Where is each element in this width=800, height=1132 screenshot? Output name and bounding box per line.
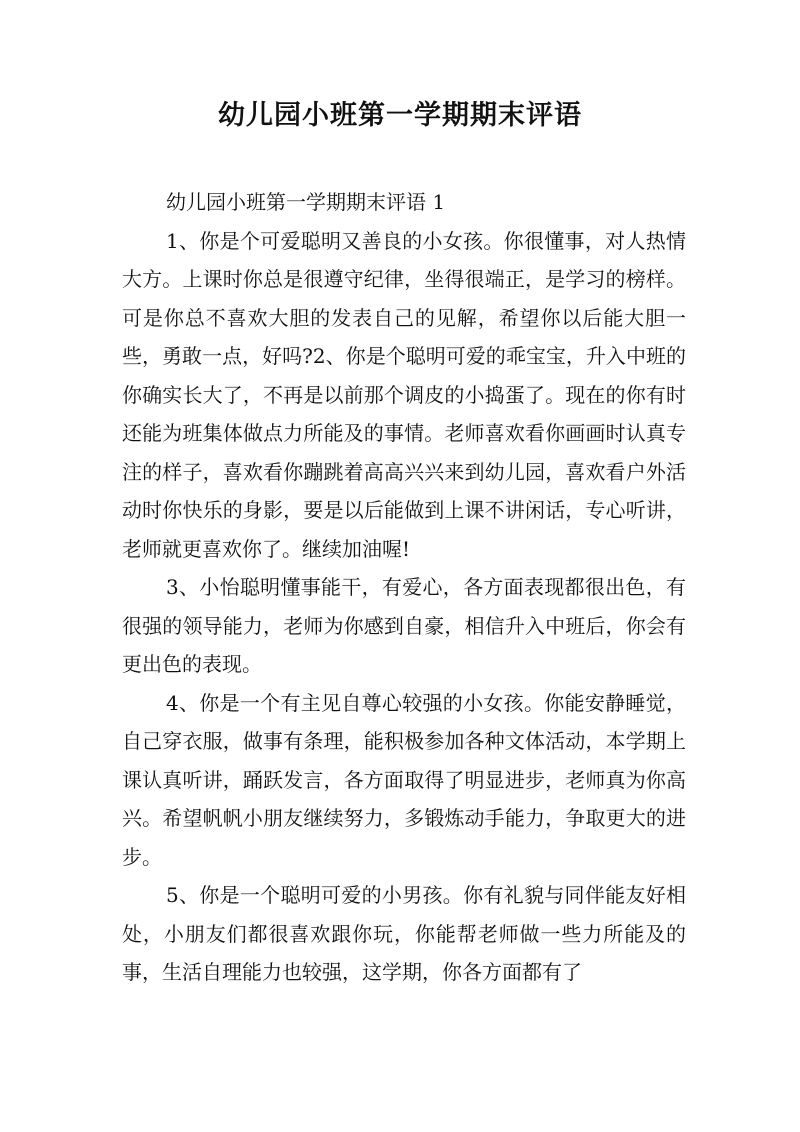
document-body xyxy=(122,183,686,992)
document-title: 幼儿园小班第一学期期末评语 xyxy=(218,100,582,131)
section-subtitle: 幼儿园小班第一学期期末评语 1 xyxy=(166,190,446,214)
paragraph-2: 3、小怡聪明懂事能干，有爱心，各方面表现都很出色，有很强的领导能力，老师为你感到自豪，相信升入中班后，你会有更出色的表现。 xyxy=(122,575,686,676)
paragraph-4: 5、你是一个聪明可爱的小男孩。你有礼貌与同伴能友好相处，小朋友们都很喜欢跟你玩，你能帮老师做一些力所能及的事，生活自理能力也较强，这学期，你各方面都有了 xyxy=(122,883,686,984)
paragraph-1: 1、你是个可爱聪明又善良的小女孩。你很懂事，对人热情大方。上课时你总是很遵守纪律，坐得很端正，是学习的榜样。可是你总不喜欢大胆的发表自己的见解，希望你以后能大胆一些，勇敢一点，好吗?2、你是个聪明可爱的乖宝宝，升入中班的你确实长大了，不再是以前那个调皮的小捣蛋了。现在的你有时还能为班集体做点力所能及的事情。老师喜欢看你画画时认真专注的样子，喜欢看你蹦跳着高高兴兴来到幼儿园，喜欢看户外活动时你快乐的身影，要是以后能做到上课不讲闲话，专心听讲，老师就更喜欢你了。继续加油喔! xyxy=(122,228,686,561)
paragraph-3: 4、你是一个有主见自尊心较强的小女孩。你能安静睡觉，自己穿衣服，做事有条理，能积极参加各种文体活动，本学期上课认真听讲，踊跃发言，各方面取得了明显进步，老师真为你高兴。希望帆帆小朋友继续努力，多锻炼动手能力，争取更大的进步。 xyxy=(122,690,686,869)
